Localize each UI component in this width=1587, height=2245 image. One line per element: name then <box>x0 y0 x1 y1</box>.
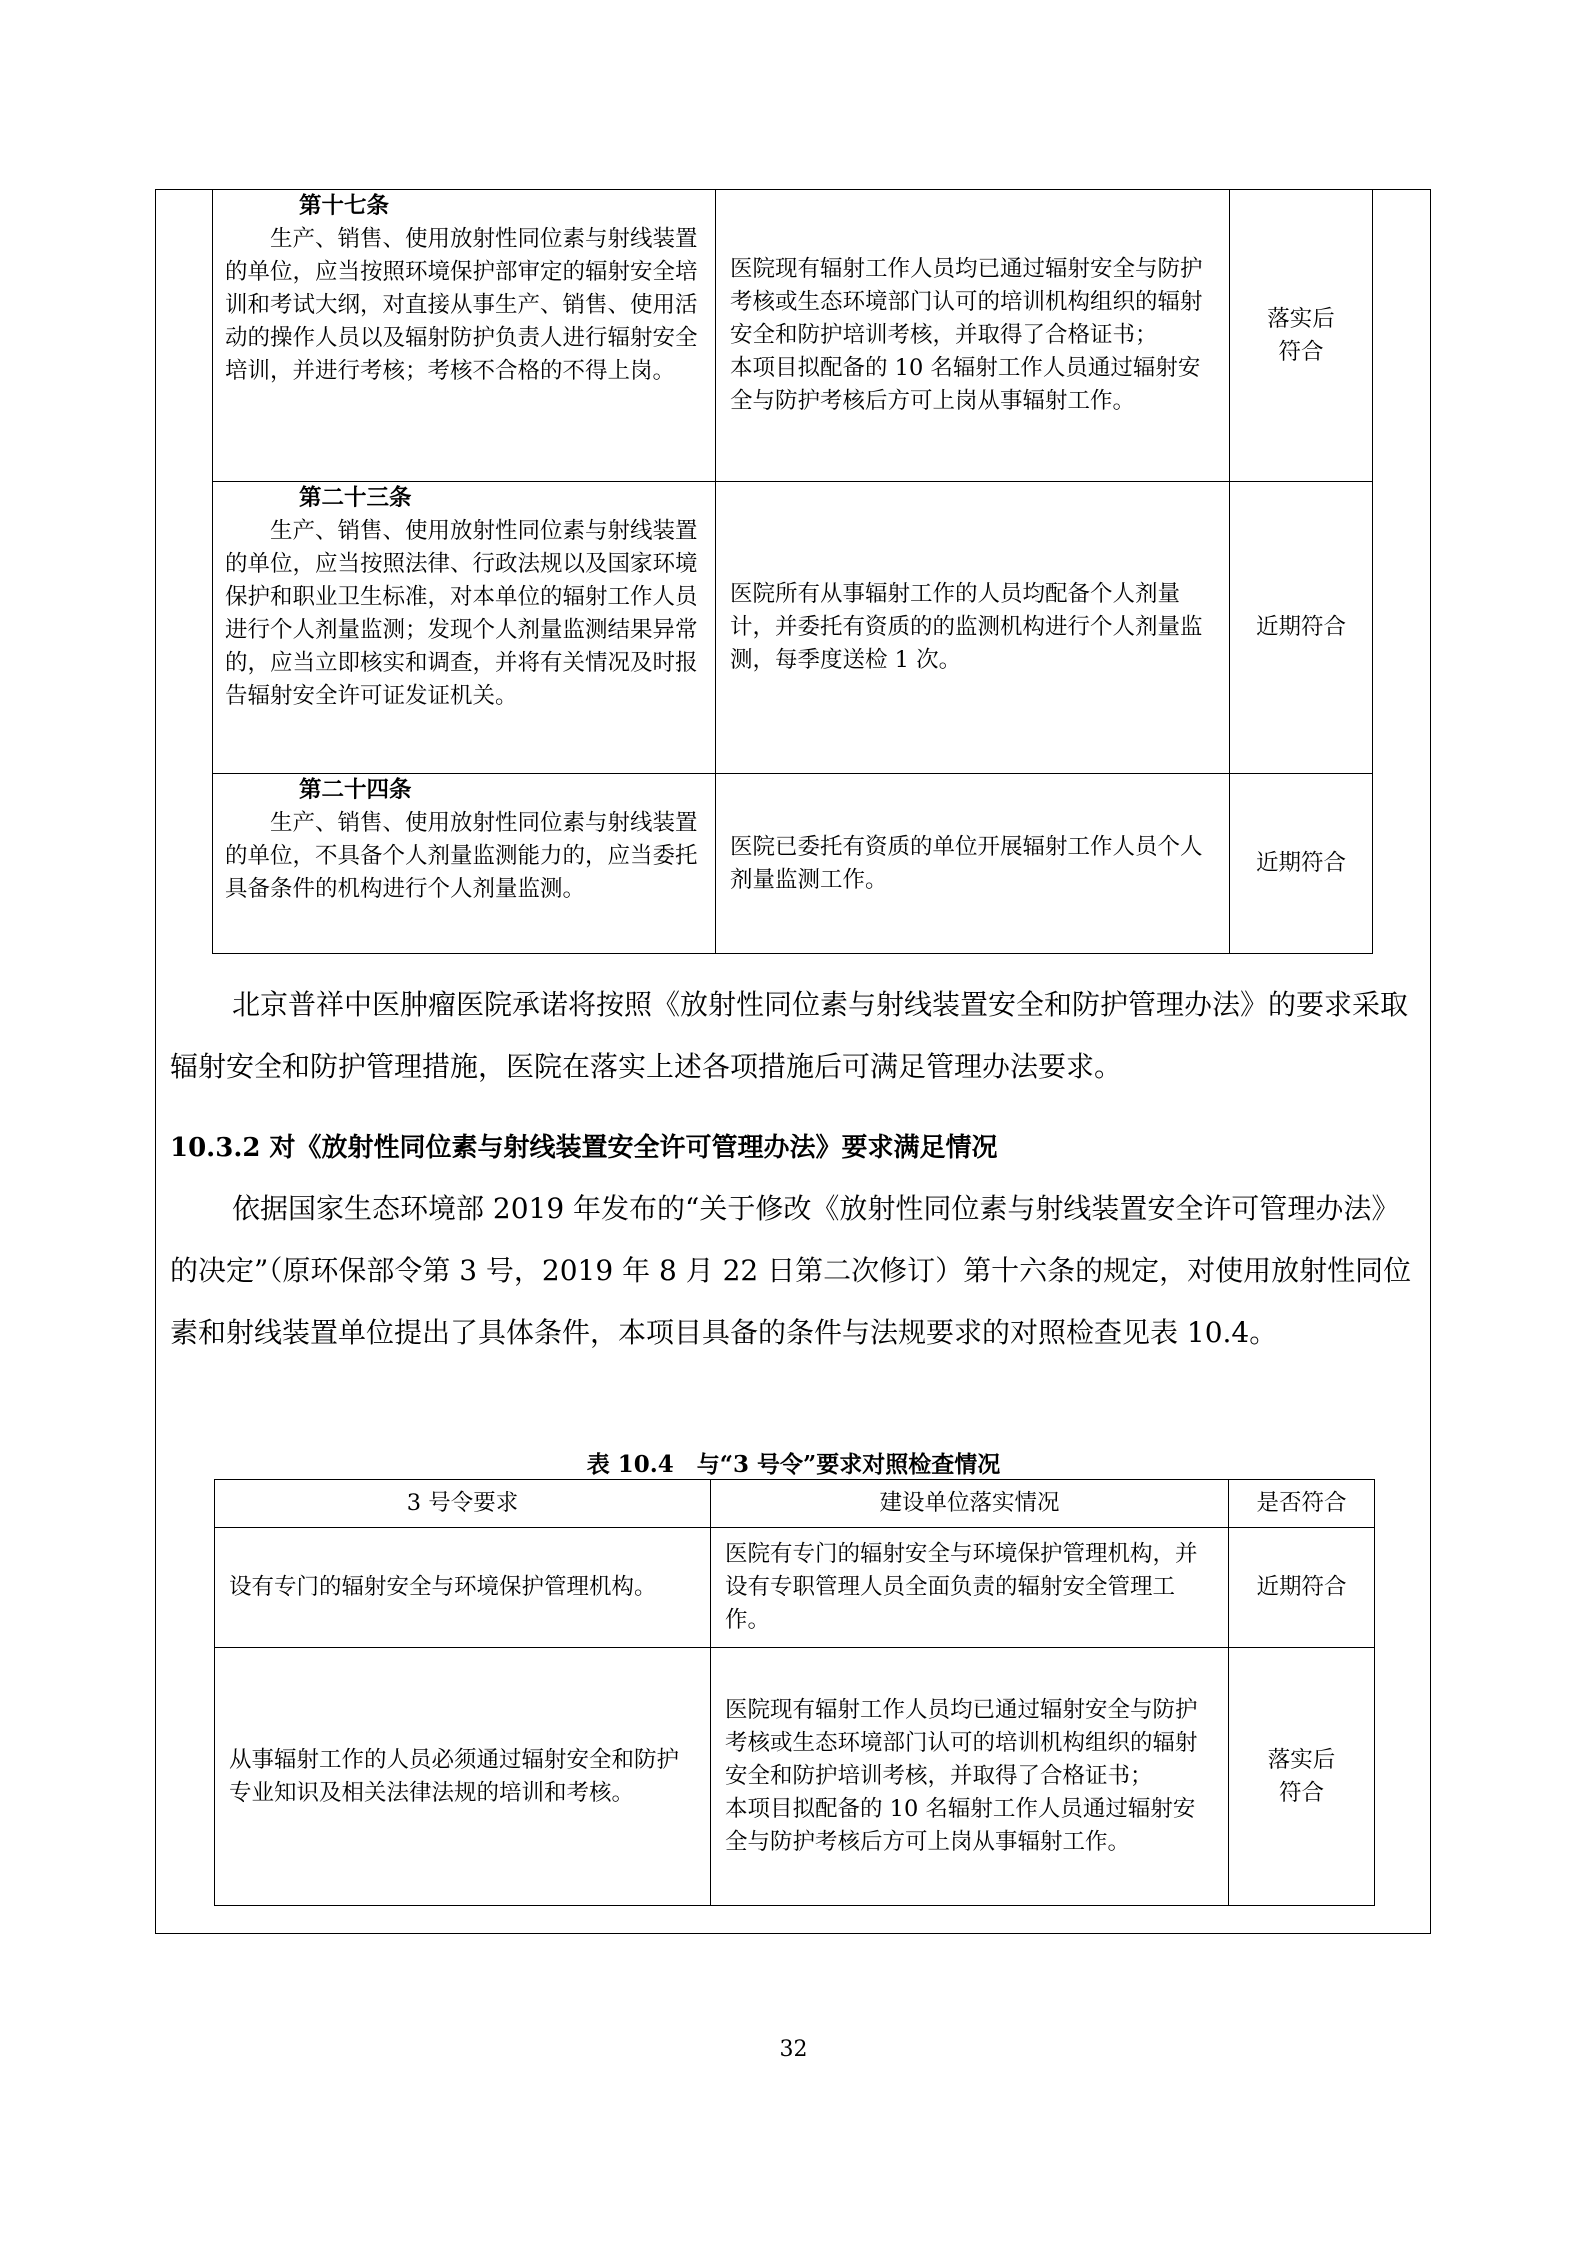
requirement-text: 从事辐射工作的人员必须通过辐射安全和防护专业知识及相关法律法规的培训和考核。 <box>229 1746 680 1806</box>
result-cell <box>1229 1648 1375 1906</box>
article-title: 第十七条 <box>299 193 390 219</box>
commitment-paragraph <box>170 974 1415 1098</box>
paragraph-text: 依据国家生态环境部 2019 年发布的“关于修改《放射性同位素与射线装置安全许可管理办法》的决定”（原环保部令第 3 号，2019 年 8 月 22 日第二次修订）第十六条的规定，对使用放射性同位素和射线装置单位提出了具体条件，本项目具备的条件与法规要求的对照检查见表 10.4。 <box>170 1192 1412 1349</box>
article-title: 第二十四条 <box>299 777 412 803</box>
result-text: 落实后 符合 <box>1267 1746 1336 1806</box>
article-text: 生产、销售、使用放射性同位素与射线装置的单位，不具备个人剂量监测能力的，应当委托具备条件的机构进行个人剂量监测。 <box>225 810 698 902</box>
table-row <box>213 482 1373 774</box>
table-row <box>215 1648 1375 1906</box>
table-header-row <box>215 1480 1375 1528</box>
table-caption: 表 10.4 与“3 号令”要求对照检查情况 <box>586 1451 1001 1478</box>
implementation-cell <box>716 482 1230 774</box>
basis-paragraph <box>170 1178 1415 1364</box>
result-cell <box>1230 482 1373 774</box>
implementation-text: 医院所有从事辐射工作的人员均配备个人剂量计，并委托有资质的的监测机构进行个人剂量监测，每季度送检 1 次。 <box>730 581 1203 673</box>
result-cell <box>1230 774 1373 954</box>
article-text: 生产、销售、使用放射性同位素与射线装置的单位，应当按照环境保护部审定的辐射安全培训和考试大纲，对直接从事生产、销售、使用活动的操作人员以及辐射防护负责人进行辐射安全培训，并进行考核；考核不合格的不得上岗。 <box>225 226 698 384</box>
column-header: 3 号令要求 <box>215 1480 711 1528</box>
implementation-cell <box>716 774 1230 954</box>
implementation-text: 医院已委托有资质的单位开展辐射工作人员个人剂量监测工作。 <box>730 833 1203 893</box>
result-cell <box>1230 190 1373 482</box>
article-cell <box>213 774 716 954</box>
result-cell <box>1229 1528 1375 1648</box>
implementation-cell <box>711 1528 1229 1648</box>
column-header: 建设单位落实情况 <box>711 1480 1229 1528</box>
requirement-text: 设有专门的辐射安全与环境保护管理机构。 <box>229 1574 657 1600</box>
result-text: 近期符合 <box>1256 1574 1347 1600</box>
table-row <box>213 774 1373 954</box>
result-text: 近期符合 <box>1255 850 1346 876</box>
result-text: 近期符合 <box>1255 614 1346 640</box>
article-title: 第二十三条 <box>299 485 412 511</box>
article-cell <box>213 482 716 774</box>
implementation-text: 医院现有辐射工作人员均已通过辐射安全与防护考核或生态环境部门认可的培训机构组织的辐射安全和防护培训考核，并取得了合格证书； 本项目拟配备的 10 名辐射工作人员通过辐射安全与防护考核后方可上岗从事辐射工作。 <box>725 1697 1198 1855</box>
page-number: 32 <box>779 2037 808 2062</box>
section-heading: 10.3.2 对《放射性同位素与射线装置安全许可管理办法》要求满足情况 <box>170 1133 998 1163</box>
implementation-cell <box>711 1648 1229 1906</box>
column-header: 是否符合 <box>1229 1480 1375 1528</box>
requirement-cell <box>215 1528 711 1648</box>
implementation-text: 医院现有辐射工作人员均已通过辐射安全与防护考核或生态环境部门认可的培训机构组织的辐射安全和防护培训考核，并取得了合格证书； 本项目拟配备的 10 名辐射工作人员通过辐射安全与防护考核后方可上岗从事辐射工作。 <box>730 256 1203 414</box>
requirement-cell <box>215 1648 711 1906</box>
table-row <box>215 1528 1375 1648</box>
article-text: 生产、销售、使用放射性同位素与射线装置的单位，应当按照法律、行政法规以及国家环境保护和职业卫生标准，对本单位的辐射工作人员进行个人剂量监测；发现个人剂量监测结果异常的，应当立即核实和调查，并将有关情况及时报告辐射安全许可证发证机关。 <box>225 518 698 709</box>
implementation-text: 医院有专门的辐射安全与环境保护管理机构，并设有专职管理人员全面负责的辐射安全管理工作。 <box>725 1541 1198 1633</box>
order3-table <box>214 1479 1375 1906</box>
table-row <box>213 190 1373 482</box>
regulation-table <box>212 189 1373 954</box>
result-text: 落实后 符合 <box>1267 305 1335 365</box>
paragraph-text: 北京普祥中医肿瘤医院承诺将按照《放射性同位素与射线装置安全和防护管理办法》的要求采取辐射安全和防护管理措施，医院在落实上述各项措施后可满足管理办法要求。 <box>170 988 1409 1083</box>
implementation-cell <box>716 190 1230 482</box>
article-cell <box>213 190 716 482</box>
